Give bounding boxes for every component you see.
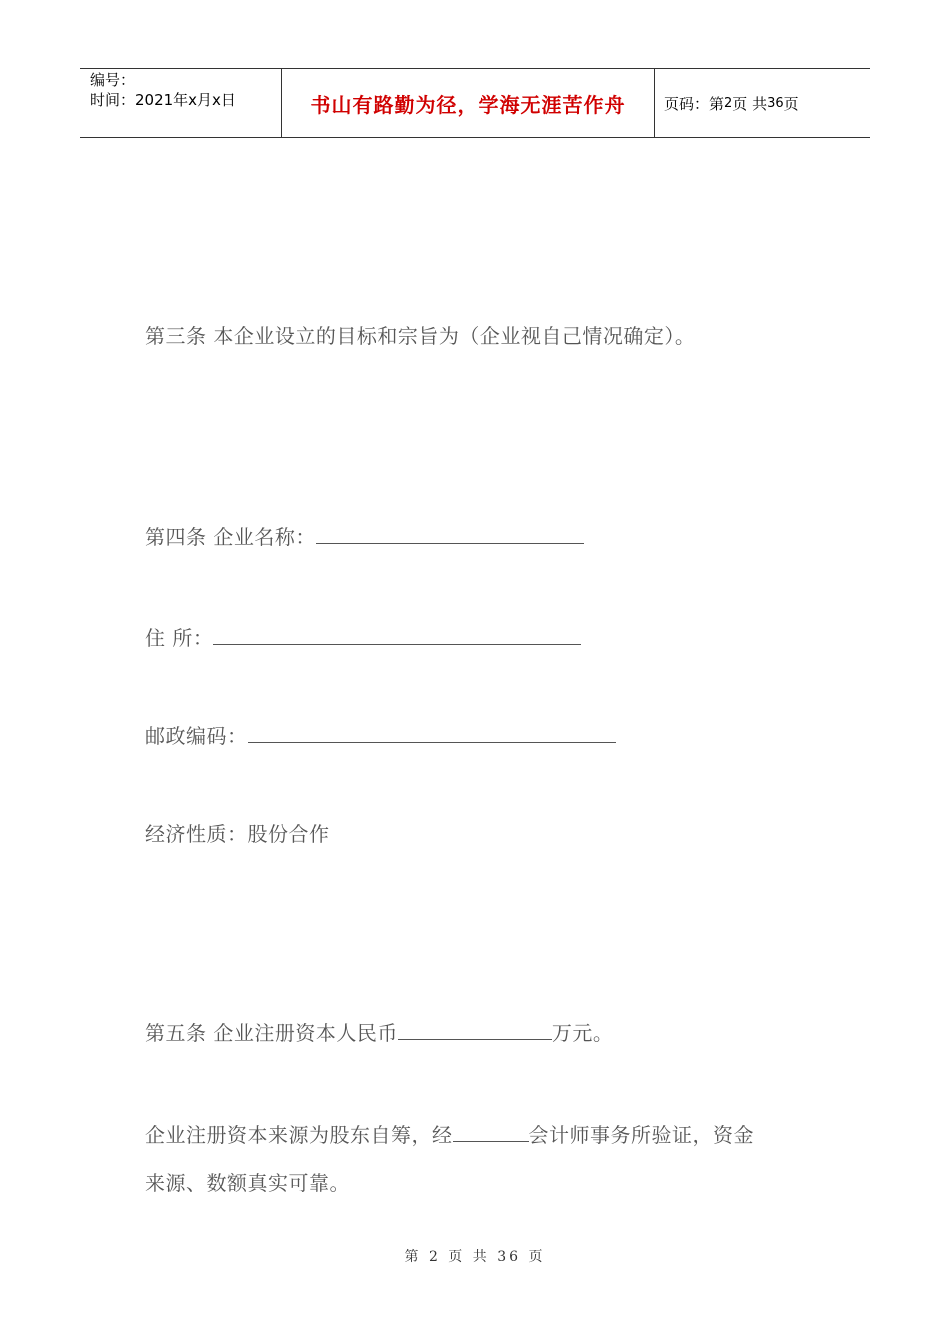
company-name-blank[interactable]	[316, 527, 584, 544]
postcode-label: 邮政编码：	[145, 724, 248, 748]
document-time-label: 时间：2021年x月x日	[90, 91, 236, 109]
page-prefix: 页码：第	[664, 94, 725, 113]
capital-source-text-2: 会计师事务所验证，资金	[528, 1123, 754, 1147]
article-4-company-name	[145, 521, 584, 550]
capital-source-line-2: 来源、数额真实可靠。	[145, 1171, 350, 1195]
address-line	[145, 622, 581, 651]
page-mid: 页 共	[732, 94, 768, 113]
page-header	[80, 68, 870, 138]
header-info-cell	[80, 69, 280, 137]
postcode-blank[interactable]	[248, 726, 616, 743]
page-footer: 第 2 页 共 36 页	[404, 1249, 546, 1265]
article-5-unit: 万元。	[551, 1021, 614, 1045]
article-5-text: 第五条 企业注册资本人民币	[145, 1021, 398, 1045]
capital-source-line-1	[145, 1119, 754, 1148]
address-label: 住 所：	[145, 626, 214, 650]
postcode-line	[145, 720, 616, 749]
page-total: 36	[767, 95, 784, 111]
capital-amount-blank[interactable]	[398, 1023, 552, 1040]
page-number: 2	[724, 95, 733, 111]
address-blank[interactable]	[213, 628, 581, 645]
capital-source-text: 企业注册资本来源为股东自筹，经	[145, 1123, 453, 1147]
company-name-label: 第四条 企业名称：	[145, 525, 316, 549]
article-5-capital	[145, 1017, 613, 1046]
accounting-firm-blank[interactable]	[453, 1125, 529, 1142]
economic-nature: 经济性质：股份合作	[145, 822, 330, 846]
document-number-label: 编号：	[90, 71, 136, 89]
page-suffix: 页	[783, 94, 799, 113]
header-page-info	[664, 69, 799, 137]
article-3: 第三条 本企业设立的目标和宗旨为（企业视自己情况确定）。	[145, 324, 696, 348]
header-motto: 书山有路勤为径，学海无涯苦作舟	[281, 69, 655, 137]
